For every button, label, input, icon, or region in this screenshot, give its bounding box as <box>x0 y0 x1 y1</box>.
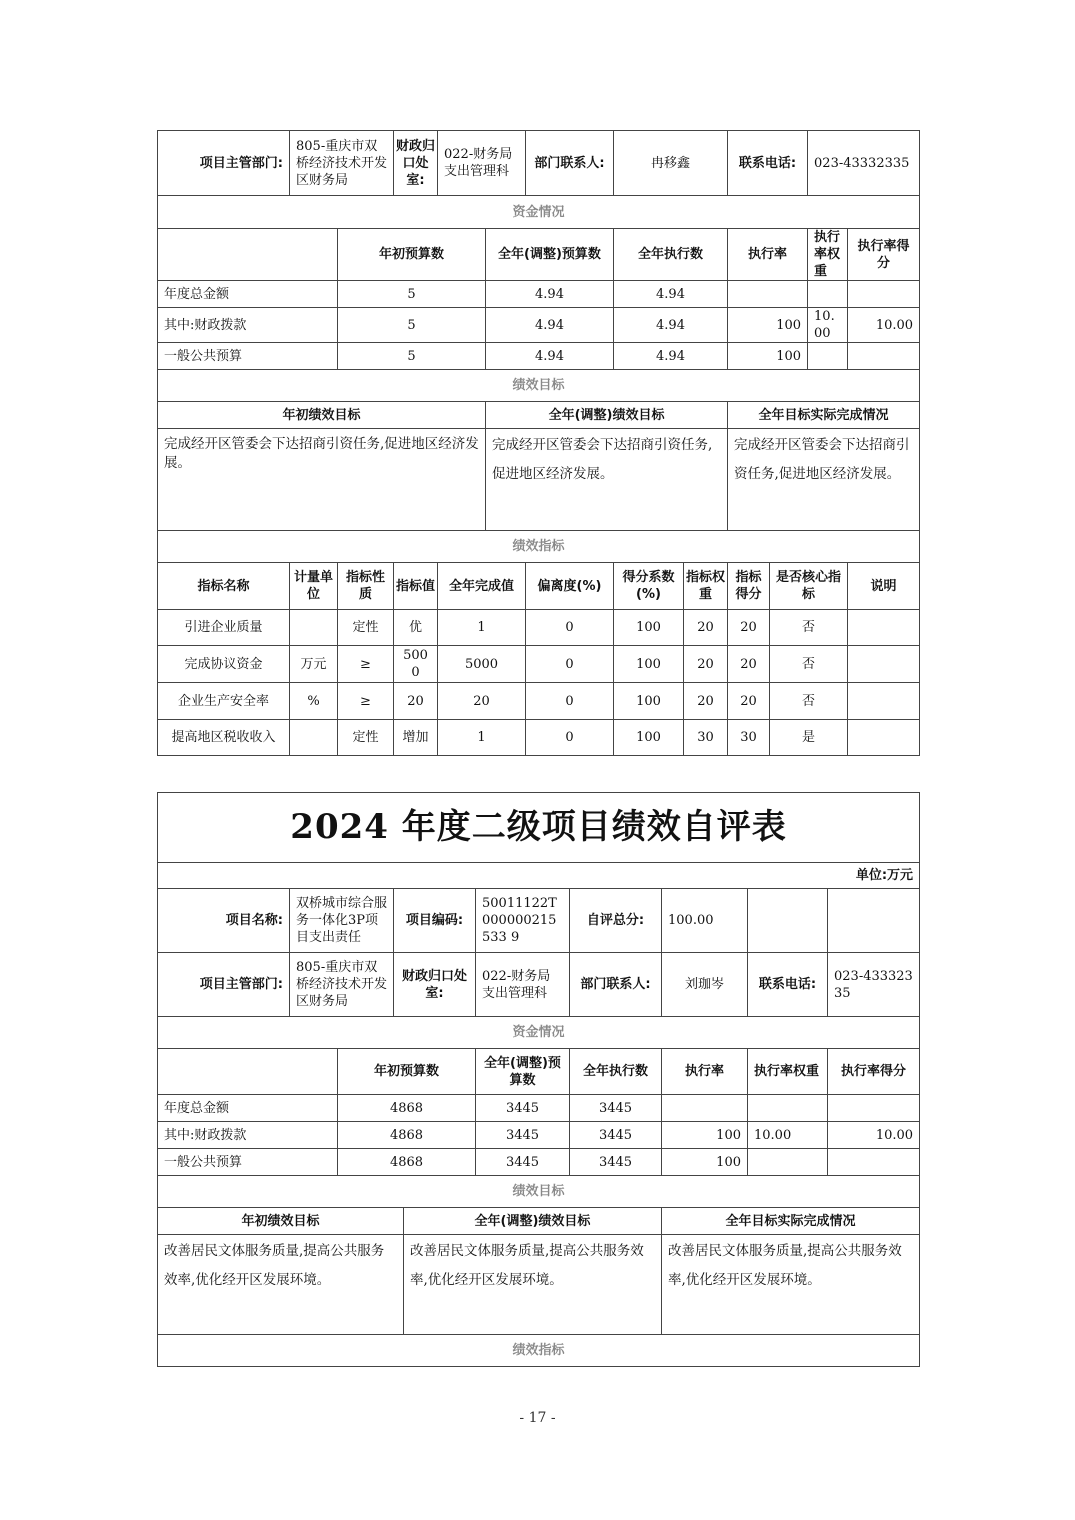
fund-weight <box>808 281 848 308</box>
fund-header: 年初预算数 <box>338 1049 476 1095</box>
fund-header: 执行率权重 <box>748 1049 828 1095</box>
fund-rate: 100 <box>728 343 808 370</box>
fund-score: 10.00 <box>828 1122 920 1149</box>
fund-weight: 10.00 <box>808 308 848 343</box>
fund-row <box>158 1122 920 1149</box>
goal-initial: 改善居民文体服务质量,提高公共服务效率,优化经开区发展环境。 <box>158 1235 404 1335</box>
phone-label: 联系电话: <box>748 953 828 1017</box>
ind-score: 20 <box>728 646 770 683</box>
fund-score <box>848 281 920 308</box>
fund-score <box>828 1095 920 1122</box>
ind-name: 引进企业质量 <box>158 610 290 646</box>
goal-header: 全年目标实际完成情况 <box>662 1208 920 1235</box>
ind-weight: 30 <box>684 720 728 756</box>
goal-header: 年初绩效目标 <box>158 402 486 429</box>
ind-note <box>848 683 920 720</box>
score-value: 100.00 <box>662 889 748 953</box>
ind-core: 否 <box>770 683 848 720</box>
fund-weight <box>748 1095 828 1122</box>
fund-header: 全年(调整)预算数 <box>486 229 614 281</box>
fund-row-name: 一般公共预算 <box>158 343 338 370</box>
ind-header: 指标性质 <box>338 563 394 610</box>
fund-row-name: 其中:财政拨款 <box>158 1122 338 1149</box>
project-code-value: 50011122T000000215533 9 <box>476 889 570 953</box>
fund-row <box>158 281 920 308</box>
ind-weight: 20 <box>684 683 728 720</box>
ind-coef: 100 <box>614 720 684 756</box>
phone-value: 023-43332335 <box>808 131 920 196</box>
goal-header: 全年(调整)绩效目标 <box>486 402 728 429</box>
ind-coef: 100 <box>614 646 684 683</box>
goal-header: 全年目标实际完成情况 <box>728 402 920 429</box>
fund-rate: 100 <box>662 1149 748 1176</box>
fund-budget: 5 <box>338 308 486 343</box>
ind-core: 否 <box>770 646 848 683</box>
indicator-row <box>158 610 920 646</box>
fund-weight <box>748 1149 828 1176</box>
fund-row-name: 年度总金额 <box>158 1095 338 1122</box>
fund-score <box>848 343 920 370</box>
ind-nature: 定性 <box>338 610 394 646</box>
fin-label: 财政归口处室: <box>394 131 438 196</box>
fund-rate <box>662 1095 748 1122</box>
fund-budget: 4868 <box>338 1149 476 1176</box>
report-title: 2024 年度二级项目绩效自评表 <box>158 793 920 863</box>
fund-adjusted: 3445 <box>476 1149 570 1176</box>
fund-header: 全年(调整)预算数 <box>476 1049 570 1095</box>
ind-header: 指标值 <box>394 563 438 610</box>
ind-header: 全年完成值 <box>438 563 526 610</box>
fund-row <box>158 1095 920 1122</box>
fund-header: 执行率 <box>728 229 808 281</box>
fund-header: 执行率 <box>662 1049 748 1095</box>
indicator-row <box>158 720 920 756</box>
fund-executed: 4.94 <box>614 281 728 308</box>
fund-adjusted: 4.94 <box>486 308 614 343</box>
goal-header: 年初绩效目标 <box>158 1208 404 1235</box>
fund-rate: 100 <box>662 1122 748 1149</box>
fund-executed: 4.94 <box>614 308 728 343</box>
ind-done: 5000 <box>438 646 526 683</box>
fund-header: 执行率得分 <box>848 229 920 281</box>
fund-rate: 100 <box>728 308 808 343</box>
contact-label: 部门联系人: <box>570 953 662 1017</box>
ind-unit: % <box>290 683 338 720</box>
dept-value: 805-重庆市双桥经济技术开发区财务局 <box>290 953 394 1017</box>
ind-value: 优 <box>394 610 438 646</box>
ind-unit <box>290 720 338 756</box>
ind-note <box>848 610 920 646</box>
fund-row-name: 一般公共预算 <box>158 1149 338 1176</box>
fund-budget: 4868 <box>338 1122 476 1149</box>
section-funds: 资金情况 <box>158 196 920 229</box>
ind-value: 5000 <box>394 646 438 683</box>
fund-header: 全年执行数 <box>614 229 728 281</box>
ind-name: 提高地区税收收入 <box>158 720 290 756</box>
section-goals: 绩效目标 <box>158 370 920 402</box>
ind-nature: ≥ <box>338 646 394 683</box>
fund-adjusted: 4.94 <box>486 281 614 308</box>
ind-done: 1 <box>438 610 526 646</box>
fund-executed: 3445 <box>570 1095 662 1122</box>
ind-done: 20 <box>438 683 526 720</box>
fund-weight: 10.00 <box>748 1122 828 1149</box>
ind-dev: 0 <box>526 610 614 646</box>
fin-value: 022-财务局支出管理科 <box>438 131 526 196</box>
fund-adjusted: 3445 <box>476 1122 570 1149</box>
ind-value: 增加 <box>394 720 438 756</box>
fund-budget: 5 <box>338 281 486 308</box>
section-indicators: 绩效指标 <box>158 531 920 563</box>
table-project-1 <box>157 130 920 756</box>
goal-header: 全年(调整)绩效目标 <box>404 1208 662 1235</box>
ind-dev: 0 <box>526 683 614 720</box>
fund-executed: 3445 <box>570 1122 662 1149</box>
dept-value: 805-重庆市双桥经济技术开发区财务局 <box>290 131 394 196</box>
fund-header: 执行率权重 <box>808 229 848 281</box>
project-name-value: 双桥城市综合服务一体化3P项目支出责任 <box>290 889 394 953</box>
ind-header: 指标权重 <box>684 563 728 610</box>
ind-score: 30 <box>728 720 770 756</box>
fund-row <box>158 308 920 343</box>
ind-unit <box>290 610 338 646</box>
ind-dev: 0 <box>526 720 614 756</box>
ind-unit: 万元 <box>290 646 338 683</box>
goal-adjusted: 改善居民文体服务质量,提高公共服务效率,优化经开区发展环境。 <box>404 1235 662 1335</box>
fund-row-name: 其中:财政拨款 <box>158 308 338 343</box>
ind-core: 否 <box>770 610 848 646</box>
ind-note <box>848 720 920 756</box>
fund-header: 全年执行数 <box>570 1049 662 1095</box>
ind-header: 指标名称 <box>158 563 290 610</box>
ind-weight: 20 <box>684 646 728 683</box>
ind-note <box>848 646 920 683</box>
ind-header: 是否核心指标 <box>770 563 848 610</box>
project-name-label: 项目名称: <box>158 889 290 953</box>
score-label: 自评总分: <box>570 889 662 953</box>
indicator-row <box>158 683 920 720</box>
ind-header: 说明 <box>848 563 920 610</box>
fund-row <box>158 1149 920 1176</box>
ind-weight: 20 <box>684 610 728 646</box>
fin-value: 022-财务局支出管理科 <box>476 953 570 1017</box>
ind-coef: 100 <box>614 683 684 720</box>
fund-row <box>158 343 920 370</box>
indicator-row <box>158 646 920 683</box>
section-indicators: 绩效指标 <box>158 1335 920 1367</box>
ind-dev: 0 <box>526 646 614 683</box>
fund-budget: 5 <box>338 343 486 370</box>
fin-label: 财政归口处室: <box>394 953 476 1017</box>
ind-score: 20 <box>728 610 770 646</box>
ind-name: 完成协议资金 <box>158 646 290 683</box>
table-project-2 <box>157 792 920 1367</box>
page-number: - 17 - <box>519 1410 556 1426</box>
fund-header-blank <box>158 1049 338 1095</box>
section-goals: 绩效目标 <box>158 1176 920 1208</box>
goal-initial: 完成经开区管委会下达招商引资任务,促进地区经济发展。 <box>158 429 486 531</box>
unit-label: 单位:万元 <box>158 863 920 889</box>
fund-executed: 4.94 <box>614 343 728 370</box>
fund-adjusted: 3445 <box>476 1095 570 1122</box>
ind-core: 是 <box>770 720 848 756</box>
blank-cell <box>748 889 828 953</box>
phone-label: 联系电话: <box>728 131 808 196</box>
ind-nature: 定性 <box>338 720 394 756</box>
project-code-label: 项目编码: <box>394 889 476 953</box>
ind-header: 计量单位 <box>290 563 338 610</box>
fund-score: 10.00 <box>848 308 920 343</box>
contact-label: 部门联系人: <box>526 131 614 196</box>
fund-header: 执行率得分 <box>828 1049 920 1095</box>
ind-coef: 100 <box>614 610 684 646</box>
ind-value: 20 <box>394 683 438 720</box>
goal-actual: 完成经开区管委会下达招商引资任务,促进地区经济发展。 <box>728 429 920 531</box>
contact-value: 冉移鑫 <box>614 131 728 196</box>
fund-header-blank <box>158 229 338 281</box>
section-funds: 资金情况 <box>158 1017 920 1049</box>
dept-label: 项目主管部门: <box>158 953 290 1017</box>
fund-header: 年初预算数 <box>338 229 486 281</box>
fund-adjusted: 4.94 <box>486 343 614 370</box>
fund-row-name: 年度总金额 <box>158 281 338 308</box>
fund-executed: 3445 <box>570 1149 662 1176</box>
ind-done: 1 <box>438 720 526 756</box>
goal-actual: 改善居民文体服务质量,提高公共服务效率,优化经开区发展环境。 <box>662 1235 920 1335</box>
fund-budget: 4868 <box>338 1095 476 1122</box>
ind-nature: ≥ <box>338 683 394 720</box>
fund-weight <box>808 343 848 370</box>
ind-header: 指标得分 <box>728 563 770 610</box>
ind-header: 偏离度(%) <box>526 563 614 610</box>
ind-name: 企业生产安全率 <box>158 683 290 720</box>
ind-header: 得分系数(%) <box>614 563 684 610</box>
fund-score <box>828 1149 920 1176</box>
contact-value: 刘珈岑 <box>662 953 748 1017</box>
ind-score: 20 <box>728 683 770 720</box>
blank-cell <box>828 889 920 953</box>
dept-label: 项目主管部门: <box>158 131 290 196</box>
fund-rate <box>728 281 808 308</box>
phone-value: 023-43332335 <box>828 953 920 1017</box>
goal-adjusted: 完成经开区管委会下达招商引资任务,促进地区经济发展。 <box>486 429 728 531</box>
